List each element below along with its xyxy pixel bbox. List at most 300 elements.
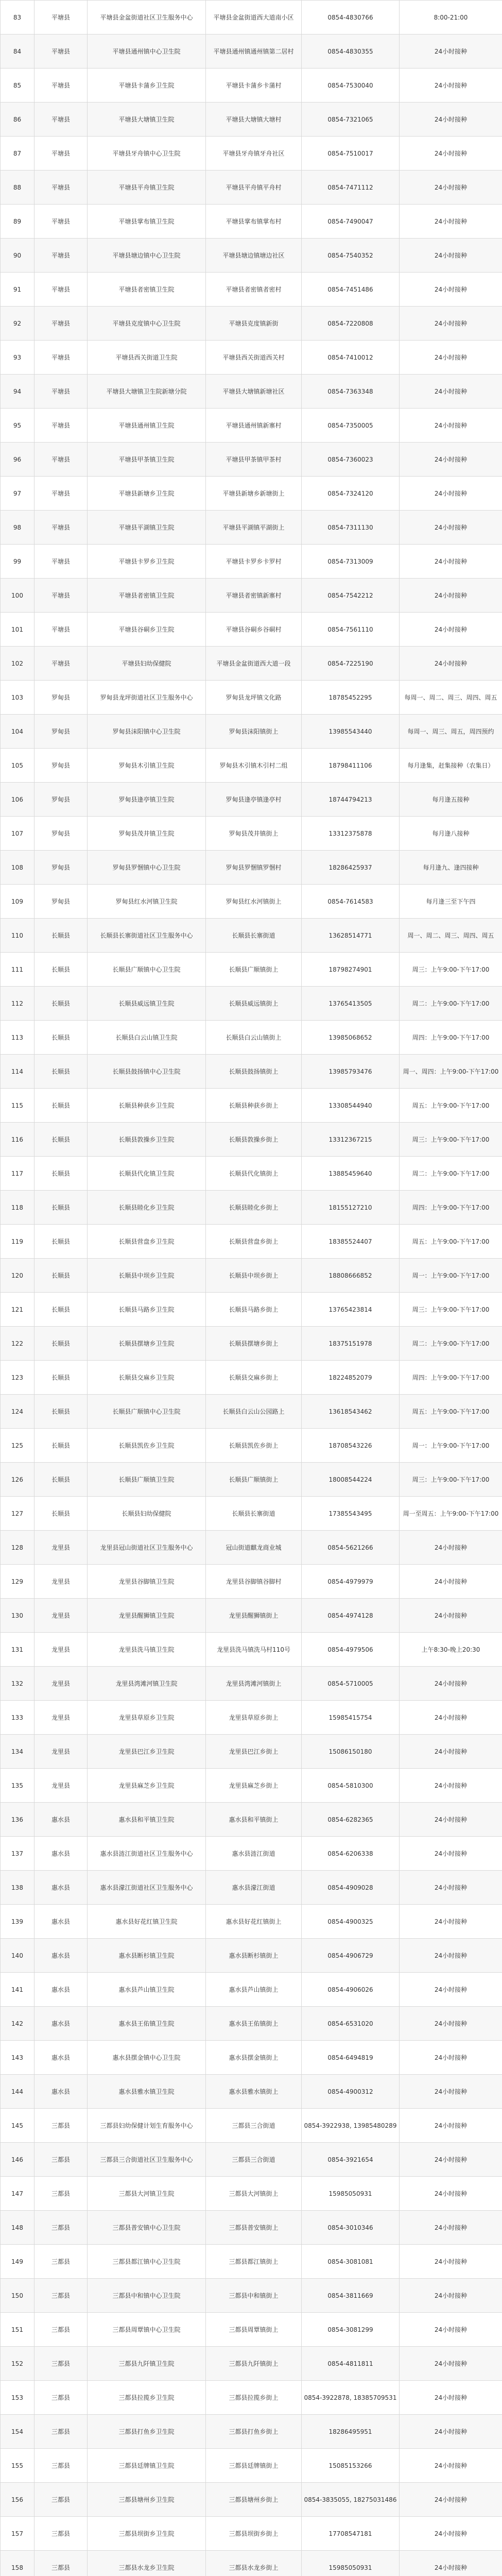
county-cell: 长顺县 (34, 1225, 88, 1259)
table-row (1, 1259, 502, 1293)
facility-name-cell: 三都县打鱼乡卫生院 (88, 2415, 206, 2449)
table-row (1, 69, 502, 103)
county-cell: 惠水县 (34, 1837, 88, 1871)
table-row (1, 2211, 502, 2245)
address-cell: 惠水县濛江街道 (206, 1871, 302, 1905)
table-row (1, 2279, 502, 2313)
facility-name-cell: 长顺县敦操乡卫生院 (88, 1123, 206, 1157)
county-cell: 三都县 (34, 2279, 88, 2313)
county-cell: 平塘县 (34, 205, 88, 239)
hours-cell: 24小时接种 (400, 2415, 502, 2449)
address-cell: 三都县塘州乡街上 (206, 2483, 302, 2517)
address-cell: 三都县九阡镇街上 (206, 2347, 302, 2381)
table-row (1, 137, 502, 171)
address-cell: 平塘县金盆街道西大道南小区 (206, 1, 302, 35)
address-cell: 平塘县谷硐乡谷硐村 (206, 613, 302, 647)
address-cell: 长顺县白云山镇街上 (206, 1021, 302, 1055)
row-number-cell: 108 (1, 851, 34, 885)
facility-name-cell: 三都县中和镇中心卫生院 (88, 2279, 206, 2313)
hours-cell: 周四：上午9:00-下午17:00 (400, 1361, 502, 1395)
hours-cell: 24小时接种 (400, 1565, 502, 1599)
hours-cell: 周一至周五：上午9:00-下午17:00 (400, 1497, 502, 1531)
facility-name-cell: 龙里县草原乡卫生院 (88, 1701, 206, 1735)
facility-name-cell: 平塘县通州镇卫生院 (88, 409, 206, 443)
address-cell: 龙里县洗马镇洗马村110号 (206, 1633, 302, 1667)
facility-name-cell: 长顺县鼓扬镇中心卫生院 (88, 1055, 206, 1089)
table-row (1, 1531, 502, 1565)
county-cell: 三都县 (34, 2177, 88, 2211)
address-cell: 龙里县巴江乡街上 (206, 1735, 302, 1769)
address-cell: 长顺县鼓扬镇街上 (206, 1055, 302, 1089)
hours-cell: 24小时接种 (400, 1871, 502, 1905)
row-number-cell: 105 (1, 749, 34, 783)
table-row (1, 239, 502, 273)
hours-cell: 每月逢八接种 (400, 817, 502, 851)
hours-cell: 周三：上午9:00-下午17:00 (400, 1463, 502, 1497)
row-number-cell: 120 (1, 1259, 34, 1293)
address-cell: 长顺县摆塘乡街上 (206, 1327, 302, 1361)
table-row (1, 1327, 502, 1361)
address-cell: 长顺县敦操乡街上 (206, 1123, 302, 1157)
county-cell: 罗甸县 (34, 885, 88, 919)
facility-name-cell: 长顺县代化镇卫生院 (88, 1157, 206, 1191)
facility-name-cell: 三都县水龙乡卫生院 (88, 2551, 206, 2576)
hours-cell: 24小时接种 (400, 1939, 502, 1973)
row-number-cell: 150 (1, 2279, 34, 2313)
county-cell: 平塘县 (34, 477, 88, 511)
hours-cell: 24小时接种 (400, 2313, 502, 2347)
county-cell: 长顺县 (34, 1157, 88, 1191)
hours-cell: 24小时接种 (400, 1667, 502, 1701)
phone-cell: 0854-7363348 (302, 375, 400, 409)
table-row (1, 2517, 502, 2551)
address-cell: 惠水县断杉镇街上 (206, 1939, 302, 1973)
hours-cell: 24小时接种 (400, 2143, 502, 2177)
facility-name-cell: 惠水县王佑镇卫生院 (88, 2007, 206, 2041)
address-cell: 惠水县芦山镇街上 (206, 1973, 302, 2007)
facility-name-cell: 三都县普安镇中心卫生院 (88, 2211, 206, 2245)
table-row (1, 613, 502, 647)
table-row (1, 375, 502, 409)
table-row (1, 511, 502, 545)
address-cell: 三都县水龙乡街上 (206, 2551, 302, 2576)
row-number-cell: 127 (1, 1497, 34, 1531)
table-row (1, 477, 502, 511)
county-cell: 三都县 (34, 2381, 88, 2415)
hours-cell: 24小时接种 (400, 409, 502, 443)
row-number-cell: 106 (1, 783, 34, 817)
address-cell: 三都县三合街道 (206, 2143, 302, 2177)
county-cell: 长顺县 (34, 1395, 88, 1429)
row-number-cell: 149 (1, 2245, 34, 2279)
row-number-cell: 155 (1, 2449, 34, 2483)
table-row (1, 1905, 502, 1939)
county-cell: 罗甸县 (34, 817, 88, 851)
facility-name-cell: 三都县廷牌镇卫生院 (88, 2449, 206, 2483)
table-row (1, 1191, 502, 1225)
table-row (1, 1497, 502, 1531)
county-cell: 龙里县 (34, 1633, 88, 1667)
address-cell: 惠水县摆金镇街上 (206, 2041, 302, 2075)
county-cell: 罗甸县 (34, 715, 88, 749)
hours-cell: 24小时接种 (400, 273, 502, 307)
address-cell: 三都县坝街乡街上 (206, 2517, 302, 2551)
hours-cell: 每周一、周二、周三、周四、周五 (400, 681, 502, 715)
county-cell: 三都县 (34, 2313, 88, 2347)
row-number-cell: 143 (1, 2041, 34, 2075)
phone-cell: 0854-7614583 (302, 885, 400, 919)
hours-cell: 24小时接种 (400, 1803, 502, 1837)
hours-cell: 24小时接种 (400, 171, 502, 205)
phone-cell: 13885459640 (302, 1157, 400, 1191)
facility-name-cell: 惠水县芦山镇卫生院 (88, 1973, 206, 2007)
hours-cell: 24小时接种 (400, 477, 502, 511)
address-cell: 罗甸县罗悃镇罗悃村 (206, 851, 302, 885)
county-cell: 罗甸县 (34, 851, 88, 885)
county-cell: 平塘县 (34, 511, 88, 545)
table-row (1, 1293, 502, 1327)
table-row (1, 341, 502, 375)
row-number-cell: 102 (1, 647, 34, 681)
phone-cell: 0854-7471112 (302, 171, 400, 205)
phone-cell: 0854-7311130 (302, 511, 400, 545)
row-number-cell: 146 (1, 2143, 34, 2177)
table-row (1, 1123, 502, 1157)
county-cell: 三都县 (34, 2245, 88, 2279)
phone-cell: 18224852079 (302, 1361, 400, 1395)
table-row (1, 1769, 502, 1803)
table-row (1, 2143, 502, 2177)
facility-name-cell: 平塘县者密镇卫生院 (88, 579, 206, 613)
phone-cell: 18008544224 (302, 1463, 400, 1497)
hours-cell: 周四：上午9:00-下午17:00 (400, 1021, 502, 1055)
table-row (1, 1735, 502, 1769)
hours-cell: 24小时接种 (400, 239, 502, 273)
table-row (1, 409, 502, 443)
table-row (1, 987, 502, 1021)
county-cell: 长顺县 (34, 1429, 88, 1463)
phone-cell: 13312367215 (302, 1123, 400, 1157)
phone-cell: 0854-4830355 (302, 35, 400, 69)
hours-cell: 24小时接种 (400, 1531, 502, 1565)
phone-cell: 18798274901 (302, 953, 400, 987)
phone-cell: 18808666852 (302, 1259, 400, 1293)
row-number-cell: 112 (1, 987, 34, 1021)
county-cell: 长顺县 (34, 1497, 88, 1531)
hours-cell: 24小时接种 (400, 511, 502, 545)
row-number-cell: 89 (1, 205, 34, 239)
phone-cell: 15085153266 (302, 2449, 400, 2483)
facility-name-cell: 三都县三合街道社区卫生服务中心 (88, 2143, 206, 2177)
county-cell: 平塘县 (34, 103, 88, 137)
hours-cell: 8:00-21:00 (400, 1, 502, 35)
phone-cell: 0854-3921654 (302, 2143, 400, 2177)
phone-cell: 13985068652 (302, 1021, 400, 1055)
phone-cell: 0854-7540352 (302, 239, 400, 273)
facility-name-cell: 惠水县雅水镇卫生院 (88, 2075, 206, 2109)
county-cell: 惠水县 (34, 1905, 88, 1939)
table-row (1, 1089, 502, 1123)
row-number-cell: 134 (1, 1735, 34, 1769)
table-row (1, 1871, 502, 1905)
row-number-cell: 135 (1, 1769, 34, 1803)
hours-cell: 24小时接种 (400, 307, 502, 341)
hours-cell: 周二：上午9:00-下午17:00 (400, 1327, 502, 1361)
phone-cell: 0854-4811811 (302, 2347, 400, 2381)
county-cell: 三都县 (34, 2517, 88, 2551)
row-number-cell: 87 (1, 137, 34, 171)
address-cell: 平塘县掌布镇掌布村 (206, 205, 302, 239)
table-row (1, 1021, 502, 1055)
table-row (1, 1973, 502, 2007)
address-cell: 三都县打鱼乡街上 (206, 2415, 302, 2449)
table-body (1, 1, 502, 2576)
address-cell: 冠山街道麒龙商业城 (206, 1531, 302, 1565)
phone-cell: 0854-7321065 (302, 103, 400, 137)
phone-cell: 0854-6531020 (302, 2007, 400, 2041)
hours-cell: 每月逢九、逢四接种 (400, 851, 502, 885)
county-cell: 惠水县 (34, 1803, 88, 1837)
county-cell: 长顺县 (34, 953, 88, 987)
facility-name-cell: 平塘县妇幼保健院 (88, 647, 206, 681)
county-cell: 惠水县 (34, 1939, 88, 1973)
phone-cell: 13308544940 (302, 1089, 400, 1123)
phone-cell: 0854-7530040 (302, 69, 400, 103)
county-cell: 龙里县 (34, 1701, 88, 1735)
facility-name-cell: 平塘县大塘镇卫生院新塘分院 (88, 375, 206, 409)
facility-name-cell: 龙里县麻芝乡卫生院 (88, 1769, 206, 1803)
facility-name-cell: 三都县周覃镇中心卫生院 (88, 2313, 206, 2347)
hours-cell: 周一、周二、周三、周四、周五 (400, 919, 502, 953)
phone-cell: 0854-7490047 (302, 205, 400, 239)
hours-cell: 24小时接种 (400, 613, 502, 647)
phone-cell: 0854-7350005 (302, 409, 400, 443)
hours-cell: 24小时接种 (400, 205, 502, 239)
address-cell: 长顺县威远镇街上 (206, 987, 302, 1021)
facility-name-cell: 龙里县谷脚镇卫生院 (88, 1565, 206, 1599)
table-row (1, 919, 502, 953)
address-cell: 长顺县睦化乡街上 (206, 1191, 302, 1225)
row-number-cell: 113 (1, 1021, 34, 1055)
table-row (1, 1463, 502, 1497)
table-row (1, 1803, 502, 1837)
hours-cell: 每月逢五接种 (400, 783, 502, 817)
table-row (1, 749, 502, 783)
facility-name-cell: 惠水县涟江街道社区卫生服务中心 (88, 1837, 206, 1871)
address-cell: 平塘县通州镇通州镇第二居村 (206, 35, 302, 69)
table-row (1, 1395, 502, 1429)
table-row (1, 953, 502, 987)
phone-cell: 0854-3922878, 18385709531 (302, 2381, 400, 2415)
hours-cell: 周一：上午9:00-下午17:00 (400, 1429, 502, 1463)
row-number-cell: 125 (1, 1429, 34, 1463)
table-row (1, 2381, 502, 2415)
facility-name-cell: 长顺县广顺镇卫生院 (88, 1463, 206, 1497)
address-cell: 龙里县草原乡街上 (206, 1701, 302, 1735)
phone-cell: 13765413505 (302, 987, 400, 1021)
hours-cell: 周三：上午9:00-下午17:00 (400, 953, 502, 987)
county-cell: 三都县 (34, 2109, 88, 2143)
phone-cell: 0854-4979979 (302, 1565, 400, 1599)
table-row (1, 2109, 502, 2143)
table-row (1, 715, 502, 749)
table-row (1, 647, 502, 681)
address-cell: 长顺县代化镇街上 (206, 1157, 302, 1191)
row-number-cell: 138 (1, 1871, 34, 1905)
table-row (1, 2313, 502, 2347)
address-cell: 龙里县麻芝乡街上 (206, 1769, 302, 1803)
facility-name-cell: 龙里县湾滩河镇卫生院 (88, 1667, 206, 1701)
address-cell: 平塘县大塘镇大塘村 (206, 103, 302, 137)
address-cell: 三都县大河镇街上 (206, 2177, 302, 2211)
table-row (1, 2041, 502, 2075)
hours-cell: 每周一、周三、周五，周四预约 (400, 715, 502, 749)
facility-name-cell: 平塘县牙舟镇中心卫生院 (88, 137, 206, 171)
county-cell: 三都县 (34, 2483, 88, 2517)
facility-name-cell: 罗甸县沫阳镇中心卫生院 (88, 715, 206, 749)
row-number-cell: 94 (1, 375, 34, 409)
county-cell: 平塘县 (34, 1, 88, 35)
row-number-cell: 140 (1, 1939, 34, 1973)
hours-cell: 24小时接种 (400, 2007, 502, 2041)
address-cell: 龙里县湾滩河镇街上 (206, 1667, 302, 1701)
facility-name-cell: 长顺县威远镇卫生院 (88, 987, 206, 1021)
hours-cell: 24小时接种 (400, 2211, 502, 2245)
address-cell: 平塘县克度镇新街 (206, 307, 302, 341)
table-row (1, 1667, 502, 1701)
address-cell: 平塘县金盆街道西大道一段 (206, 647, 302, 681)
facility-name-cell: 平塘县新塘乡卫生院 (88, 477, 206, 511)
address-cell: 罗甸县逢亭镇逢亭村 (206, 783, 302, 817)
table-row (1, 2245, 502, 2279)
phone-cell: 18708543226 (302, 1429, 400, 1463)
phone-cell: 0854-3010346 (302, 2211, 400, 2245)
address-cell: 三都县周覃镇街上 (206, 2313, 302, 2347)
facility-name-cell: 长顺县种获乡卫生院 (88, 1089, 206, 1123)
row-number-cell: 114 (1, 1055, 34, 1089)
facility-name-cell: 惠水县好花红镇卫生院 (88, 1905, 206, 1939)
county-cell: 长顺县 (34, 1463, 88, 1497)
table-row (1, 1939, 502, 1973)
table-row (1, 307, 502, 341)
hours-cell: 24小时接种 (400, 103, 502, 137)
hours-cell: 24小时接种 (400, 2041, 502, 2075)
row-number-cell: 133 (1, 1701, 34, 1735)
county-cell: 惠水县 (34, 1871, 88, 1905)
phone-cell: 18286495951 (302, 2415, 400, 2449)
row-number-cell: 141 (1, 1973, 34, 2007)
phone-cell: 0854-3811669 (302, 2279, 400, 2313)
row-number-cell: 139 (1, 1905, 34, 1939)
facility-name-cell: 三都县拉揽乡卫生院 (88, 2381, 206, 2415)
address-cell: 长顺县中坝乡街上 (206, 1259, 302, 1293)
county-cell: 惠水县 (34, 2075, 88, 2109)
row-number-cell: 99 (1, 545, 34, 579)
county-cell: 平塘县 (34, 375, 88, 409)
row-number-cell: 130 (1, 1599, 34, 1633)
facility-name-cell: 三都县坝街乡卫生院 (88, 2517, 206, 2551)
row-number-cell: 103 (1, 681, 34, 715)
hours-cell: 24小时接种 (400, 2551, 502, 2576)
table-row (1, 1565, 502, 1599)
phone-cell: 18785452295 (302, 681, 400, 715)
county-cell: 龙里县 (34, 1599, 88, 1633)
table-row (1, 851, 502, 885)
facility-name-cell: 龙里县冠山街道社区卫生服务中心 (88, 1531, 206, 1565)
facility-name-cell: 龙里县巴江乡卫生院 (88, 1735, 206, 1769)
facility-name-cell: 惠水县断杉镇卫生院 (88, 1939, 206, 1973)
table-row (1, 1225, 502, 1259)
address-cell: 平塘县甲茶镇甲茶村 (206, 443, 302, 477)
row-number-cell: 154 (1, 2415, 34, 2449)
table-row (1, 1429, 502, 1463)
row-number-cell: 98 (1, 511, 34, 545)
facility-name-cell: 平塘县通州镇中心卫生院 (88, 35, 206, 69)
address-cell: 惠水县好花红镇街上 (206, 1905, 302, 1939)
row-number-cell: 148 (1, 2211, 34, 2245)
row-number-cell: 109 (1, 885, 34, 919)
phone-cell: 0854-4830766 (302, 1, 400, 35)
address-cell: 长顺县长寨街道 (206, 919, 302, 953)
facility-name-cell: 长顺县妇幼保健院 (88, 1497, 206, 1531)
address-cell: 平塘县塘边镇塘边社区 (206, 239, 302, 273)
address-cell: 三都县普安镇街上 (206, 2211, 302, 2245)
phone-cell: 15985050931 (302, 2551, 400, 2576)
row-number-cell: 119 (1, 1225, 34, 1259)
row-number-cell: 118 (1, 1191, 34, 1225)
row-number-cell: 156 (1, 2483, 34, 2517)
address-cell: 长顺县种获乡街上 (206, 1089, 302, 1123)
table-row (1, 2449, 502, 2483)
facility-name-cell: 罗甸县罗悃镇中心卫生院 (88, 851, 206, 885)
hours-cell: 24小时接种 (400, 1701, 502, 1735)
table-row (1, 35, 502, 69)
county-cell: 平塘县 (34, 579, 88, 613)
row-number-cell: 93 (1, 341, 34, 375)
hours-cell: 24小时接种 (400, 647, 502, 681)
row-number-cell: 129 (1, 1565, 34, 1599)
county-cell: 平塘县 (34, 35, 88, 69)
facility-name-cell: 平塘县卡蒲乡卫生院 (88, 69, 206, 103)
address-cell: 平塘县大塘镇新塘社区 (206, 375, 302, 409)
county-cell: 龙里县 (34, 1735, 88, 1769)
phone-cell: 0854-7561110 (302, 613, 400, 647)
table-row (1, 2177, 502, 2211)
county-cell: 长顺县 (34, 1021, 88, 1055)
address-cell: 长顺县交麻乡街上 (206, 1361, 302, 1395)
facility-name-cell: 平塘县克度镇中心卫生院 (88, 307, 206, 341)
row-number-cell: 122 (1, 1327, 34, 1361)
county-cell: 罗甸县 (34, 681, 88, 715)
row-number-cell: 126 (1, 1463, 34, 1497)
address-cell: 罗甸县沫阳镇街上 (206, 715, 302, 749)
address-cell: 长顺县凯佐乡街上 (206, 1429, 302, 1463)
hours-cell: 24小时接种 (400, 2483, 502, 2517)
hours-cell: 24小时接种 (400, 137, 502, 171)
address-cell: 平塘县牙舟镇牙舟社区 (206, 137, 302, 171)
table-row (1, 2415, 502, 2449)
row-number-cell: 117 (1, 1157, 34, 1191)
phone-cell: 18744794213 (302, 783, 400, 817)
phone-cell: 17708547181 (302, 2517, 400, 2551)
county-cell: 平塘县 (34, 307, 88, 341)
hours-cell: 每月逢集，赶集接种（农集日） (400, 749, 502, 783)
row-number-cell: 101 (1, 613, 34, 647)
facility-name-cell: 平塘县金盆街道社区卫生服务中心 (88, 1, 206, 35)
county-cell: 龙里县 (34, 1531, 88, 1565)
facility-name-cell: 平塘县西关街道卫生院 (88, 341, 206, 375)
county-cell: 长顺县 (34, 919, 88, 953)
